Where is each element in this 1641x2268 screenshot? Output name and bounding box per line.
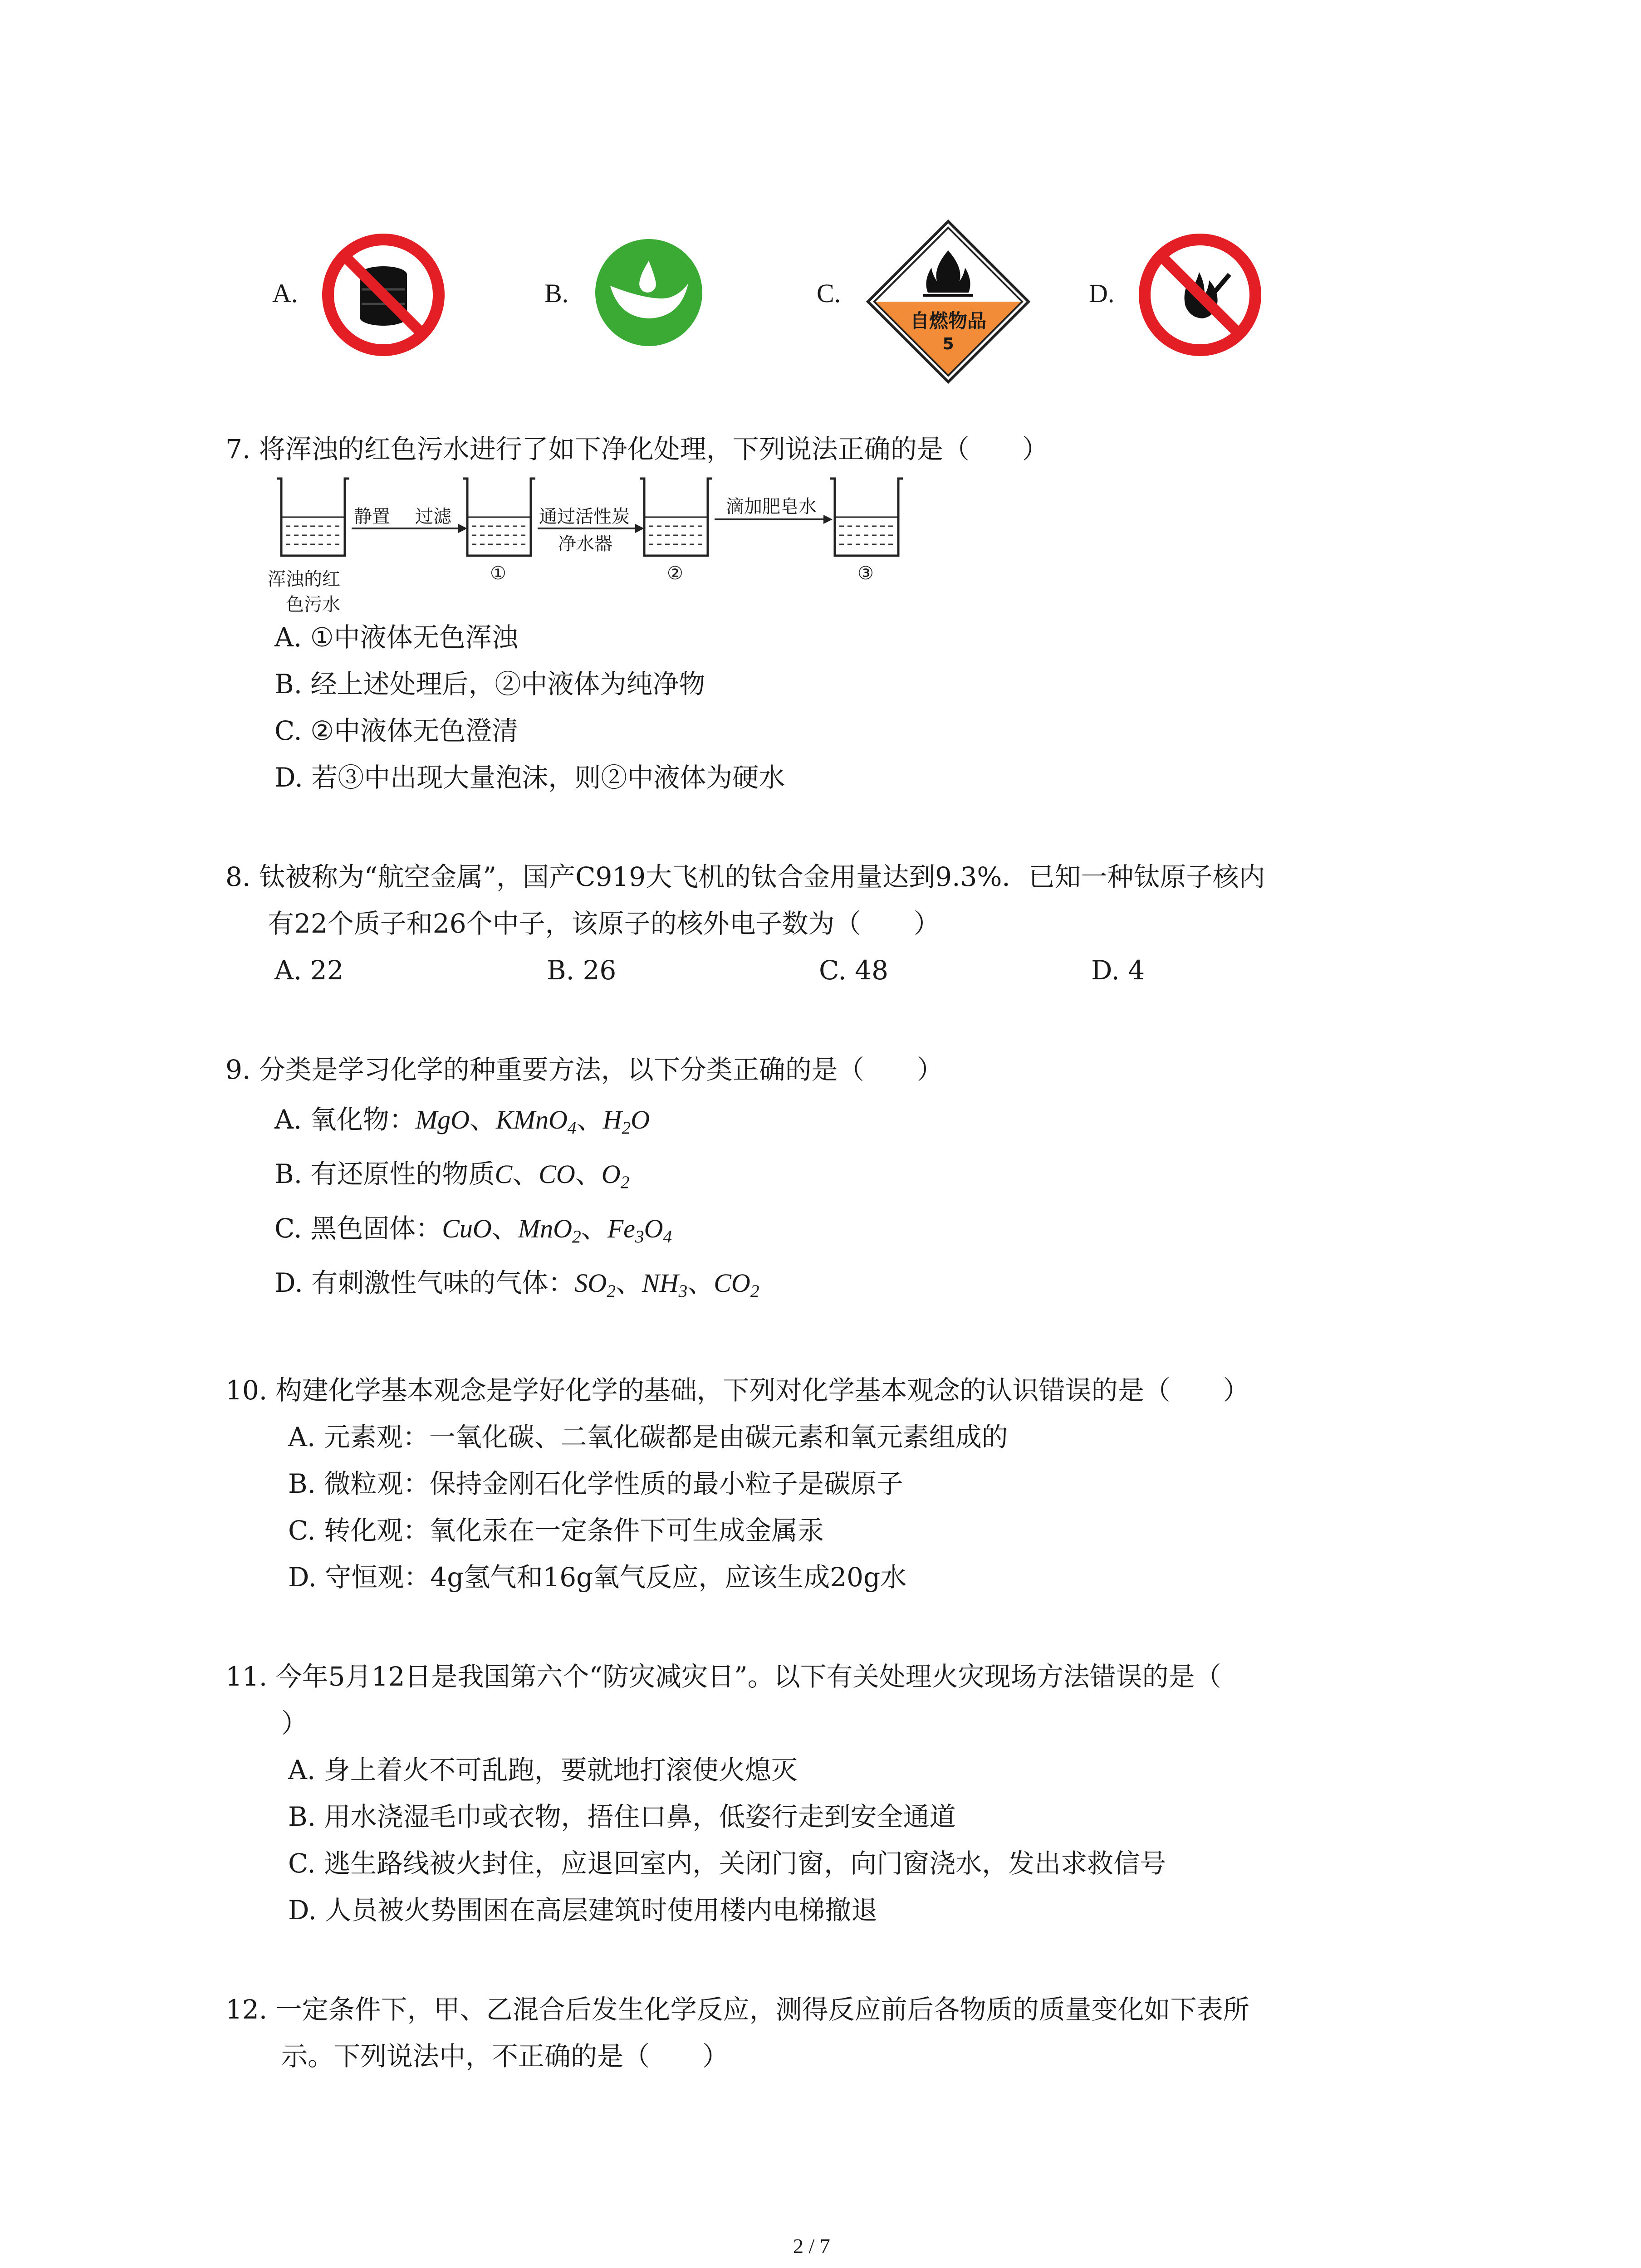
q10-option-a: A. 元素观：一氧化碳、二氧化碳都是由碳元素和氧元素组成的	[288, 1422, 1008, 1452]
q7-stem: 7. 将浑浊的红色污水进行了如下净化处理，下列说法正确的是（ ）	[225, 434, 1048, 464]
source-label-1: 浑浊的红	[268, 569, 340, 590]
q10-stem: 10. 构建化学基本观念是学好化学的基础，下列对化学基本观念的认识错误的是（ ）	[225, 1375, 1249, 1406]
q7-option-a: A. ①中液体无色浑浊	[274, 622, 518, 653]
q8-line-2: 有22个质子和26个中子，该原子的核外电子数为（ ）	[268, 908, 940, 939]
q7-purification-diagram	[268, 474, 926, 619]
q9-option-c: C. 黑色固体：CuO、MnO$_2$、$Fe_3O_4$	[274, 1213, 672, 1247]
q8-option-c: C. 48	[819, 955, 888, 986]
sign-number: 5	[942, 335, 954, 353]
q11-option-d: D. 人员被火势围困在高层建筑时使用楼内电梯撤退	[288, 1895, 878, 1926]
q8-option-b: B. 26	[547, 955, 617, 986]
q11-option-c: C. 逃生路线被火封住，应退回室内，关闭门窗，向门窗浇水，发出求救信号	[288, 1848, 1166, 1879]
q7-option-d: D. 若③中出现大量泡沫，则②中液体为硬水	[274, 762, 785, 793]
sign-text: 自燃物品	[910, 310, 986, 332]
q11-line-1: 11. 今年5月12日是我国第六个“防灾减灾日”。以下有关处理火灾现场方法错误的是（	[225, 1661, 1221, 1692]
q7-option-b: B. 经上述处理后，②中液体为纯净物	[274, 669, 705, 699]
step-carbon-label-1: 通过活性炭	[539, 506, 630, 527]
q9-option-b: B. 有还原性的物质C、CO、$O_2$	[274, 1158, 630, 1193]
source-label-2: 色污水	[286, 594, 340, 615]
q9-option-d: D. 有刺激性气味的气体：$SO_2$、$NH_3$、$CO_2$	[274, 1267, 759, 1301]
step-carbon-label-2: 净水器	[558, 533, 612, 554]
q10-option-c: C. 转化观：氧化汞在一定条件下可生成金属汞	[288, 1515, 824, 1546]
spontaneous-combustion-sign	[864, 218, 1032, 386]
step-filter-label: 过滤	[415, 506, 451, 527]
page-number: 2 / 7	[793, 2234, 830, 2258]
q6-option-a-label: A.	[272, 279, 298, 308]
step-settle-label: 静置	[354, 506, 390, 527]
q6-option-c-label: C.	[817, 279, 841, 308]
q12-line-1: 12. 一定条件下，甲、乙混合后发生化学反应，测得反应前后各物质的质量变化如下表所	[225, 1994, 1249, 2025]
beaker-mark-3: ③	[857, 563, 874, 584]
q8-option-d: D. 4	[1091, 955, 1145, 986]
q11-option-b: B. 用水浇湿毛巾或衣物，捂住口鼻，低姿行走到安全通道	[288, 1801, 956, 1832]
q9-stem: 9. 分类是学习化学的种重要方法，以下分类正确的是（ ）	[225, 1054, 943, 1085]
flame-diamond-icon	[864, 218, 1032, 386]
q11-option-a: A. 身上着火不可乱跑，要就地打滚使火熄灭	[288, 1755, 798, 1785]
q8-line-1: 8. 钛被称为“航空金属”，国产C919大飞机的钛合金用量达到9.3%．已知一种钛原子核内	[225, 861, 1265, 892]
beaker-mark-2: ②	[667, 563, 683, 584]
step-soap-label: 滴加肥皂水	[726, 496, 817, 517]
q12-line-2: 示。下列说法中，不正确的是（ ）	[281, 2041, 729, 2072]
q8-option-a: A. 22	[274, 955, 344, 986]
q10-option-d: D. 守恒观：4g氢气和16g氧气反应，应该生成20g水	[288, 1562, 907, 1593]
no-oil-drum-icon	[320, 231, 447, 358]
q11-line-2: ）	[281, 1708, 308, 1739]
q9-option-a: A. 氧化物：MgO、KMnO$_4$、$H_2O$	[274, 1104, 650, 1138]
q7-option-c: C. ②中液体无色澄清	[274, 715, 519, 746]
q6-option-b-label: B.	[544, 279, 569, 308]
beaker-mark-1: ①	[490, 563, 506, 584]
q10-option-b: B. 微粒观：保持金刚石化学性质的最小粒子是碳原子	[288, 1468, 903, 1499]
water-saving-icon	[592, 236, 705, 349]
q6-option-d-label: D.	[1089, 279, 1115, 308]
no-open-flame-icon	[1136, 231, 1264, 358]
